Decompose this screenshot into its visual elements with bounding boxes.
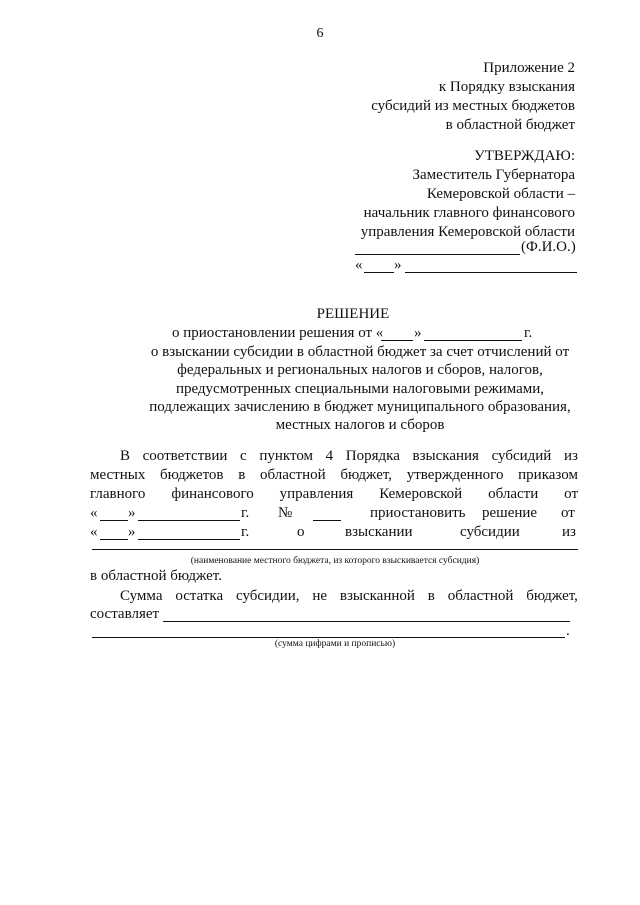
word: бюджет, [526,588,578,604]
title-line-2: о взыскании субсидии в областной бюджет за счет отчислений от [150,344,570,360]
blank-day-line [100,539,128,540]
decision-heading: РЕШЕНИЕ [316,306,390,322]
word: взыскания [412,448,479,464]
p1-l4-word: от [561,505,575,521]
word: главного [90,486,146,502]
title-day-line [381,340,413,341]
title-line-6: местных налогов и сборов [275,417,445,433]
word: остатка [175,588,224,604]
word: с [240,448,247,464]
p1-l5-word: взыскании [345,524,413,540]
p1-line-2 [90,467,578,484]
date-month-line [405,272,577,273]
title-line-5: подлежащих зачислению в бюджет муниципального образования, [149,399,571,415]
date-day-line [364,272,394,273]
date-quote-open: « [355,257,363,273]
p2-line-1 [120,588,578,605]
p1-line-3 [90,486,578,503]
word: из [563,448,578,464]
title-line-1b: » [414,325,422,341]
word: приказом [518,467,578,483]
title-line-1c: г. [524,325,533,341]
p1-l5-year: г. [241,524,250,540]
blank-date-line [138,539,240,540]
word: соответствии [142,448,228,464]
blank-date-line [138,520,240,521]
blank-number-line [313,520,341,521]
word: 4 [325,448,334,464]
approve-heading: УТВЕРЖДАЮ: [474,148,575,164]
word: бюджетов [160,467,224,483]
word: Порядка [345,448,400,464]
approve-line-2: Кемеровской области – [426,186,575,202]
word: области [488,486,539,502]
p1-l4-word: решение [482,505,538,521]
word: пунктом [259,448,314,464]
approve-line-3: начальник главного финансового [363,205,575,221]
sum-caption: (сумма цифрами и прописью) [274,639,396,649]
p1-l5-quote-open: « [90,524,98,540]
word: финансового [171,486,254,502]
word: взысканной [339,588,415,604]
p1-l4-year: г. [241,505,250,521]
word: Сумма [120,588,163,604]
approve-line-1: Заместитель Губернатора [412,167,575,183]
word: субсидий [491,448,552,464]
word: не [312,588,328,604]
sum-line-2 [92,637,565,638]
p1-l5-word: из [562,524,576,540]
word: субсидии, [235,588,300,604]
p1-l4-quote-open: « [90,505,98,521]
p1-end: в областной бюджет. [90,568,222,584]
budget-name-caption: (наименование местного бюджета, из которого взыскивается субсидия) [190,556,480,566]
appendix-line-2: к Порядку взыскания [438,79,575,95]
word: Кемеровской [379,486,463,502]
fio-label: (Ф.И.О.) [521,239,576,255]
date-quote-close: » [394,257,402,273]
p1-l4-number-sign: № [278,505,293,521]
word: в [238,467,246,483]
p1-l5-word: субсидии [460,524,520,540]
word: от [564,486,578,502]
word: областной [447,588,514,604]
word: утвержденного [406,467,504,483]
p1-l5-quote-close: » [128,524,136,540]
word: управления [279,486,354,502]
p2-line-2: составляет [90,606,160,622]
title-line-1a: о приостановлении решения от « [172,325,384,341]
word: местных [90,467,146,483]
p2-end: . [566,623,570,639]
title-date-line [424,340,522,341]
budget-name-line [92,549,578,550]
word: В [120,448,131,464]
p1-l4-word: приостановить [370,505,466,521]
title-line-4: предусмотренных специальными налоговыми режимами, [175,381,545,397]
blank-day-line [100,520,128,521]
title-line-3: федеральных и региональных налогов и сборов, налогов, [177,362,543,378]
p1-line-1 [120,448,578,465]
word: бюджет, [340,467,393,483]
fio-signature-line [355,254,520,255]
approve-line-4: управления Кемеровской области [360,224,575,240]
word: в [427,588,435,604]
p1-l5-word: о [297,524,305,540]
word: областной [259,467,326,483]
sum-line-1 [163,621,570,622]
appendix-line-3: субсидий из местных бюджетов [371,98,575,114]
appendix-line-1: Приложение 2 [483,60,575,76]
p1-l4-quote-close: » [128,505,136,521]
page-number: 6 [316,26,324,41]
appendix-line-4: в областной бюджет [445,117,575,133]
